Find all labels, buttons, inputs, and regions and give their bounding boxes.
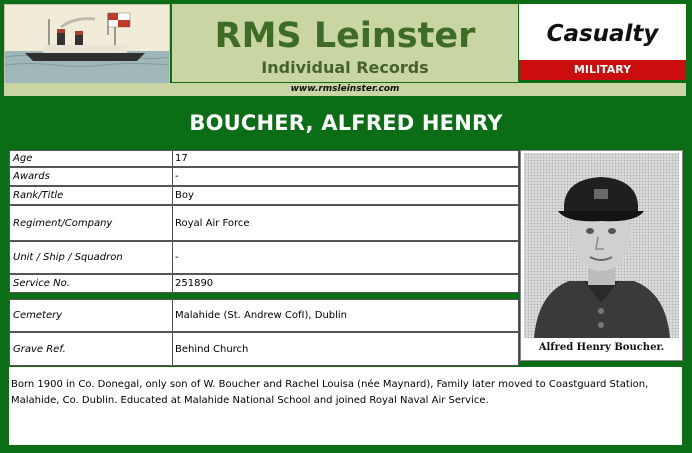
site-subtitle: Individual Records — [261, 58, 429, 77]
biography-text: Born 1900 in Co. Donegal, only son of W. Boucher and Rachel Louisa (née Maynard), Family later moved to Coastguard Station, Malahide, Co. Dublin. Educated at Malahide National School and joined Royal Naval Air Service. — [9, 367, 682, 445]
row-value: 251890 — [172, 274, 519, 293]
row-value: - — [172, 241, 519, 274]
site-title-panel — [172, 4, 518, 82]
table-row — [9, 299, 519, 332]
site-url-link[interactable]: www.rmsleinster.com — [4, 83, 686, 96]
table-row — [9, 205, 519, 241]
military-badge: MILITARY — [519, 60, 686, 80]
row-value: Behind Church — [172, 332, 519, 366]
steamship-illustration-icon — [4, 4, 170, 84]
table-row — [9, 332, 519, 366]
row-value: 17 — [172, 150, 519, 167]
photo-caption: Alfred Henry Boucher. — [538, 342, 665, 353]
portrait-frame — [520, 150, 683, 361]
row-value: Boy — [172, 186, 519, 205]
row-label: Cemetery — [9, 299, 172, 332]
site-name: RMS Leinster — [214, 16, 476, 56]
row-label: Awards — [9, 167, 172, 186]
row-label: Unit / Ship / Squadron — [9, 241, 172, 274]
row-value: Malahide (St. Andrew CofI), Dublin — [172, 299, 519, 332]
category-panel — [519, 4, 686, 60]
row-label: Rank/Title — [9, 186, 172, 205]
category-label: Casualty — [546, 21, 659, 47]
table-row — [9, 241, 519, 274]
row-label: Regiment/Company — [9, 205, 172, 241]
person-name-heading: BOUCHER, ALFRED HENRY — [189, 111, 503, 135]
table-row — [9, 274, 519, 293]
table-row — [9, 167, 519, 186]
table-row — [9, 150, 519, 167]
table-row — [9, 186, 519, 205]
row-label: Grave Ref. — [9, 332, 172, 366]
row-value: - — [172, 167, 519, 186]
row-label: Service No. — [9, 274, 172, 293]
portrait-photo-icon — [524, 153, 679, 338]
row-value: Royal Air Force — [172, 205, 519, 241]
row-label: Age — [9, 150, 172, 167]
